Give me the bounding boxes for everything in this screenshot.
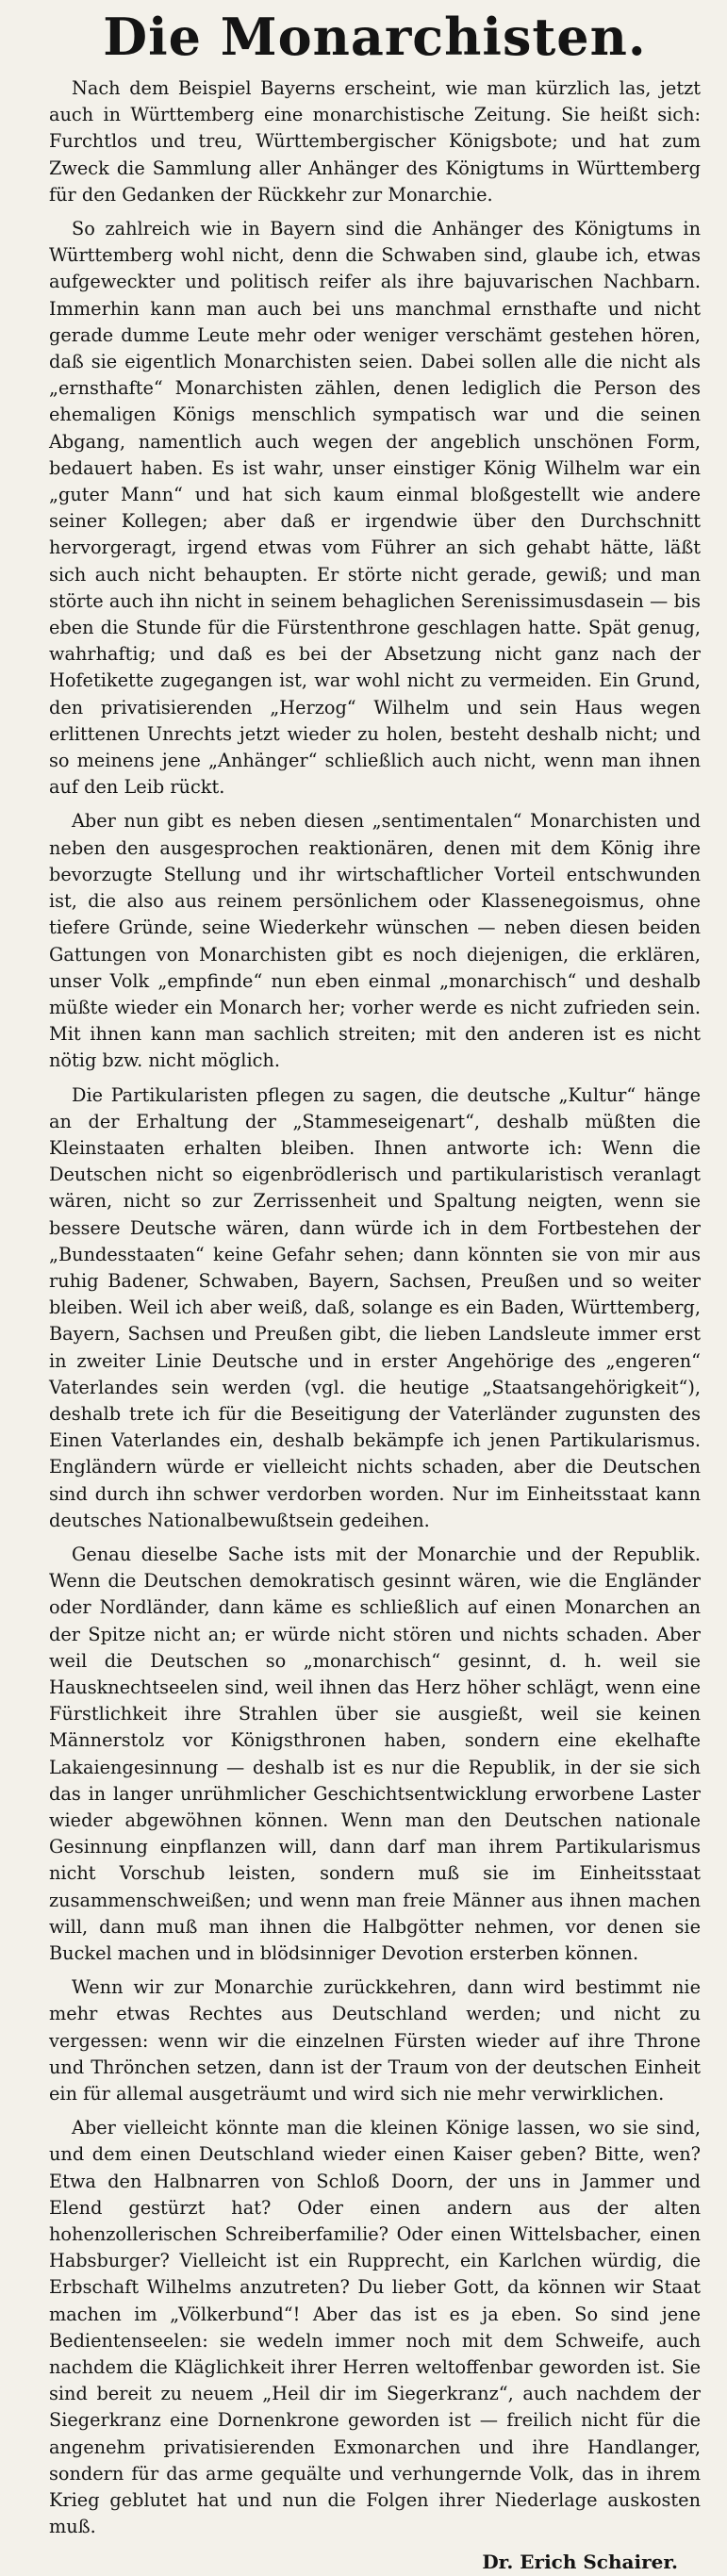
paragraph-7: Aber vielleicht könnte man die kleinen Könige lassen, wo sie sind, und dem einen Deutschland wieder einen Kaiser geben? Bitte, wen? Etwa den Halbnarren von Schloß Doorn, der uns in Jammer und Elend gestürzt hat? Oder einen andern aus der alten hohenzollerischen Schreiberfamilie? Oder einen Wittelsbacher, einen Habsburger? Vielleicht ist ein Rupprecht, ein Karlchen würdig, die Erbschaft Wilhelms anzutreten? Du lieber Gott, da können wir Staat machen im „Völkerbund“! Aber das ist es ja eben. So sind jene Bedientenseelen: sie wedeln immer noch mit dem Schweife, auch nachdem die Kläglichkeit ihrer Herren weltoffenbar geworden ist. Sie sind bereit zu neuem „Heil dir im Siegerkranz“, auch nachdem der Siegerkranz eine Dornenkrone geworden ist — freilich nicht für die angenehm privatisierenden Exmonarchen und ihre Handlanger, sondern für das arme gequälte und verhungernde Volk, das in ihrem Krieg geblutet hat und nun die Folgen ihrer Niederlage auskosten muß. (49, 2117, 701, 2538)
paragraph-2: So zahlreich wie in Bayern sind die Anhänger des Königtums in Württemberg wohl nicht, denn die Schwaben sind, glaube ich, etwas aufgeweckter und politisch reifer als ihre bajuvarischen Nachbarn. Immerhin kann man auch bei uns manchmal ernsthafte und nicht gerade dumme Leute mehr oder weniger verschämt gestehen hören, daß sie eigentlich Monarchisten seien. Dabei sollen alle die nicht als „ernsthafte“ Monarchisten zählen, denen lediglich die Person des ehemaligen Königs menschlich sympatisch war und die seinen Abgang, namentlich auch wegen der angeblich unschönen Form, bedauert haben. Es ist wahr, unser einstiger König Wilhelm war ein „guter Mann“ und hat sich kaum einmal bloßgestellt wie andere seiner Kollegen; aber daß er irgendwie über den Durchschnitt hervorgeragt, irgend etwas vom Führer an sich gehabt hätte, läßt sich auch nicht behaupten. Er störte nicht gerade, gewiß; und man störte auch ihn nicht in seinem behaglichen Serenissimusdasein — bis eben die Stunde für die Fürstenthrone geschlagen hatte. Spät genug, wahrhaftig; und daß es bei der Absetzung nicht ganz nach der Hofetikette zugegangen ist, war wohl nicht zu vermeiden. Ein Grund, den privatisierenden „Herzog“ Wilhelm und sein Haus wegen erlittenen Unrechts jetzt wieder zu holen, besteht deshalb nicht; und so meinens jene „Anhänger“ schließlich auch nicht, wenn man ihnen auf den Leib rückt. (49, 218, 701, 799)
article-body (49, 75, 701, 2540)
paragraph-1: Nach dem Beispiel Bayerns erscheint, wie man kürzlich las, jetzt auch in Württemberg eine monarchistische Zeitung. Sie heißt sich: Furchtlos und treu, Württembergischer Königsbote; und hat zum Zweck die Sammlung aller Anhänger des Königtums in Württemberg für den Gedanken der Rückkehr zur Monarchie. (49, 77, 701, 206)
paragraph-4: Die Partikularisten pflegen zu sagen, die deutsche „Kultur“ hänge an der Erhaltung der „Stammeseigenart“, deshalb müßten die Kleinstaaten erhalten bleiben. Ihnen antworte ich: Wenn die Deutschen nicht so eigenbrödlerisch und partikularistisch veranlagt wären, nicht so zur Zerrissenheit und Spaltung neigten, wenn sie bessere Deutsche wären, dann würde ich in dem Fortbestehen der „Bundesstaaten“ keine Gefahr sehen; dann könnten sie von mir aus ruhig Badener, Schwaben, Bayern, Sachsen, Preußen und so weiter bleiben. Weil ich aber weiß, daß, solange es ein Baden, Württemberg, Bayern, Sachsen und Preußen gibt, die lieben Landsleute immer erst in zweiter Linie Deutsche und in erster Angehörige des „engeren“ Vaterlandes sein werden (vgl. die heutige „Staatsangehörigkeit“), deshalb trete ich für die Beseitigung der Vaterländer zugunsten des Einen Vaterlandes ein, deshalb bekämpfe ich jenen Partikularismus. Engländern würde er vielleicht nichts schaden, aber die Deutschen sind durch ihn schwer verdorben worden. Nur im Einheitsstaat kann deutsches Nationalbewußtsein gedeihen. (49, 1083, 701, 1531)
paragraph-6: Wenn wir zur Monarchie zurückkehren, dann wird bestimmt nie mehr etwas Rechtes aus Deutschland werden; und nicht zu vergessen: wenn wir die einzelnen Fürsten wieder auf ihre Throne und Thrönchen setzen, dann ist der Traum von der deutschen Einheit ein für allemal ausgeträumt und wird sich nie mehr verwirklichen. (49, 1976, 701, 2105)
paragraph-5: Genau dieselbe Sache ists mit der Monarchie und der Republik. Wenn die Deutschen demokratisch gesinnt wären, wie die Engländer oder Nordländer, dann käme es schließlich auf einen Monarchen an der Spitze nicht an; er würde nicht stören und nichts schaden. Aber weil die Deutschen so „monarchisch“ gesinnt, d. h. weil sie Hausknechtseelen sind, weil ihnen das Herz höher schlägt, wenn eine Fürstlichkeit ihre Strahlen über sie ausgießt, weil sie keinen Männerstolz vor Königsthronen haben, sondern eine ekelhafte Lakaiengesinnung — deshalb ist es nur die Republik, in der sie sich das in langer unrühmlicher Geschichtsentwicklung erworbene Laster wieder abgewöhnen können. Wenn man den Deutschen nationale Gesinnung einpflanzen will, dann darf man ihrem Partikularismus nicht Vorschub leisten, sondern muß sie im Einheitsstaat zusammenschweißen; und wenn man freie Männer aus ihnen machen will, dann muß man ihnen die Halbgötter nehmen, vor denen sie Buckel machen und in blödsinniger Devotion ersterben können. (49, 1543, 701, 1965)
author-signature: Dr. Erich Schairer. (482, 2551, 678, 2574)
paragraph-3: Aber nun gibt es neben diesen „sentimentalen“ Monarchisten und neben den ausgesprochen reaktionären, denen mit dem König ihre bevorzugte Stellung und ihr wirtschaftlicher Vorteil entschwunden ist, die also aus reinem persönlichem oder Klassenegoismus, ohne tiefere Gründe, seine Wiederkehr wünschen — neben diesen beiden Gattungen von Monarchisten gibt es noch diejenigen, die erklären, unser Volk „empfinde“ nun eben einmal „monarchisch“ und deshalb müßte wieder ein Monarch her; vorher werde es nicht zufrieden sein. Mit ihnen kann man sachlich streiten; mit den anderen ist es nicht nötig bzw. nicht möglich. (49, 810, 701, 1072)
article-title: Die Monarchisten. (103, 7, 647, 67)
